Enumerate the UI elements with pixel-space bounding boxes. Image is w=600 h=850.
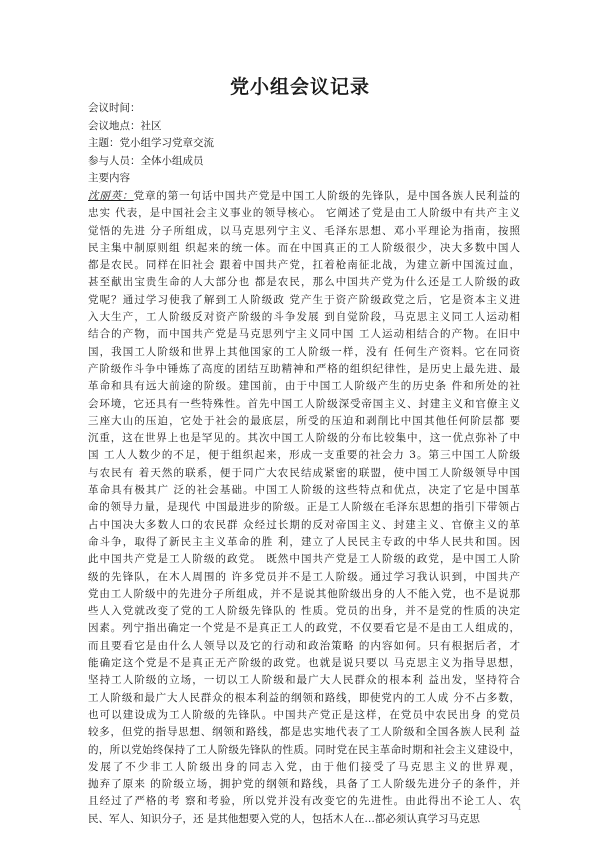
body-line-text: 结合的产物，而中国共产党是马克思列宁主义同中国 工人运动相结合的产物。在旧中 [88, 328, 520, 341]
body-line [88, 292, 520, 309]
body-line-text: 些人入党就改变了党的工人阶级先锋队的 性质。党员的出身，并不是党的性质的决定 [88, 605, 520, 618]
body-line [88, 223, 520, 240]
body-line [88, 188, 520, 205]
meeting-record-body [88, 188, 520, 828]
body-line [88, 430, 520, 447]
body-line-text: 国，我国工人阶级和世界上其他国家的工人阶级一样，没有 任何生产资料。它在同资 [88, 345, 520, 358]
body-line [88, 274, 520, 291]
body-line-text: 革命具有极其广 泛的社会基础。中国工人阶级的这些特点和优点，决定了它是中国革 [88, 484, 520, 497]
body-line [88, 707, 520, 724]
body-line-text: 甚至献出宝贵生命的人大部分也 都是农民，那么中国共产党为什么还是工人阶级的政 [88, 276, 520, 289]
body-line [88, 361, 520, 378]
body-line-text: 工人阶级和最广大人民群众的根本利益的纲领和路线，即使党内的工人成 分不占多数， [88, 691, 520, 704]
body-line-text: 较多，但党的指导思想、纲领和路线，都是忠实地代表了工人阶级和全国各族人民利 益 [88, 726, 520, 739]
body-line-text: 占中国决大多数人口的农民群 众经过长期的反对帝国主义、封建主义、官僚主义的革 [88, 518, 520, 531]
body-line [88, 499, 520, 516]
body-line-text: 发展了不少非工人阶级出身的同志入党，由于他们接受了马克思主义的世界观， [88, 760, 520, 773]
body-line [88, 690, 520, 707]
body-line [88, 482, 520, 499]
body-line [88, 465, 520, 482]
body-line [88, 655, 520, 672]
body-line [88, 551, 520, 568]
body-line [88, 534, 520, 551]
body-line-text: 且经过了严格的考 察和考验，所以党并没有改变它的先进性。由此得出不论工人、农 [88, 795, 520, 808]
body-line-text: 抛弃了原来 的阶级立场，拥护党的纲领和路线，具备了工人阶级先进分子的条件，并 [88, 778, 520, 791]
body-line-text: 的，所以党始终保持了工人阶级先锋队的性质。同时党在民主革命时期和社会主义建设中， [88, 743, 520, 756]
body-line-text: 民主集中制原则组 织起来的统一体。而在中国真正的工人阶级很少，决大多数中国人 [88, 241, 520, 254]
meta-topic: 主题：党小组学习党章交流 [88, 137, 214, 150]
body-line [88, 603, 520, 620]
meta-meeting-time: 会议时间： [88, 102, 141, 114]
body-line-text: 革命和具有远大前途的阶级。建国前，由于中国工人阶级产生的历史条 件和所处的社 [88, 380, 520, 393]
body-line [88, 742, 520, 759]
body-line [88, 344, 520, 361]
body-line-text: 党章的第一句话中国共产党是中国工人阶级的先锋队，是中国各族人民利益的 [133, 190, 520, 202]
meta-meeting-location: 会议地点：社区 [88, 119, 162, 132]
body-line-text: 产阶级作斗争中锤炼了高度的团结互助精神和严格的组织纪律性，是历史上最先进、最 [88, 362, 520, 375]
body-line [88, 309, 520, 326]
body-line-text: 沉重，这在世界上也是罕见的。其次中国工人阶级的分布比较集中，这一优点弥补了中 [88, 432, 520, 445]
body-line [88, 620, 520, 637]
body-line [88, 724, 520, 741]
body-line-text: 能确定这个党是不是真正无产阶级的政党。也就是说只要以 马克思主义为指导思想， [88, 657, 520, 670]
body-line [88, 672, 520, 689]
speaker-name: 沈丽英： [88, 190, 134, 202]
body-line-text: 都是农民。同样在旧社会 跟着中国共产党，扛着枪南征北战，为建立新中国流过血， [88, 259, 520, 272]
body-line [88, 638, 520, 655]
body-line [88, 257, 520, 274]
body-line [88, 240, 520, 257]
body-line-text: 此中国共产党是工人阶级的政党。 既然中国共产党是工人阶级的政党，是中国工人阶 [88, 553, 520, 566]
body-line-text: 党由工人阶级中的先进分子所组成，并不是说其他阶级出身的人不能入党，也不是说那 [88, 587, 520, 600]
body-line-text: 觉悟的先进 分子所组成，以马克思列宁主义、毛泽东思想、邓小平理论为指南，按照 [88, 224, 520, 237]
meta-participants: 参与人员：全体小组成员 [88, 154, 204, 167]
body-line [88, 517, 520, 534]
body-line-text: 因素。列宁指出确定一个党是不是真正工人的政党，不仅要看它是不是由工人组成的， [88, 622, 520, 635]
body-line [88, 811, 520, 828]
body-line-text: 命的领导力量，是现代 中国最进步的阶级。正是工人阶级在毛泽东思想的指引下带领占 [88, 501, 520, 514]
body-line-text: 命斗争，取得了新民主主义革命的胜 利，建立了人民民主专政的中华人民共和国。因 [88, 535, 520, 548]
body-line-text: 国 工人人数少的不足，便于组织起来，形成一支重要的社会力 3。第三中国工人阶级 [88, 449, 520, 462]
body-line-text: 入大生产，工人阶级反对资产阶级的斗争发展 到自觉阶段，马克思主义同工人运动相 [88, 311, 520, 324]
body-line [88, 793, 520, 810]
body-line [88, 759, 520, 776]
body-line [88, 378, 520, 395]
body-line-text: 会环境，它还具有一些特殊性。首先中国工人阶级深受帝国主义、封建主义和官僚主义 [88, 397, 520, 410]
body-line-text: 忠实 代表，是中国社会主义事业的领导核心。 它阐述了党是由工人阶级中有共产主义 [88, 207, 520, 220]
body-line [88, 447, 520, 464]
body-line [88, 205, 520, 222]
meta-main-content-heading: 主要内容 [88, 172, 130, 185]
body-line-text: 坚持工人阶级的立场，一切以工人阶级和最广大人民群众的根本利 益出发，坚持符合 [88, 674, 520, 687]
body-line-text: 与农民有 着天然的联系，便于同广大农民结成紧密的联盟，使中国工人阶级领导中国 [88, 466, 520, 479]
body-line-text: 级的先锋队，在木人周围的 许多党员并不是工人阶级。通过学习我认识到，中国共产 [88, 570, 520, 583]
document-title: 党小组会议记录 [229, 76, 370, 98]
body-line [88, 586, 520, 603]
body-line [88, 776, 520, 793]
body-line [88, 396, 520, 413]
page-number: 1 [517, 804, 522, 812]
body-line-text: 也可以建设成为工人阶级的先锋队。中国共产党正是这样，在党员中农民出身 的党员 [88, 708, 520, 721]
body-line-text: 而且要看它是由什么人领导以及它的行动和政治策略 的内容如何。只有根据后者，才 [88, 639, 520, 652]
body-line-text: 三座大山的压迫，它处于社会的最底层，所受的压迫和剥削比中国其他任何阶层都 要 [88, 414, 520, 427]
body-line [88, 326, 520, 343]
body-line-text: 党呢？通过学习使我了解到工人阶级政 党产生于资产阶级政党之后，它是资本主义进 [88, 293, 520, 306]
body-line [88, 413, 520, 430]
meeting-meta [88, 100, 528, 188]
body-line-text: 民、军人、知识分子，还 是其他想要入党的人，包括木人在…都必须认真学习马克思 [88, 812, 480, 825]
body-line [88, 569, 520, 586]
